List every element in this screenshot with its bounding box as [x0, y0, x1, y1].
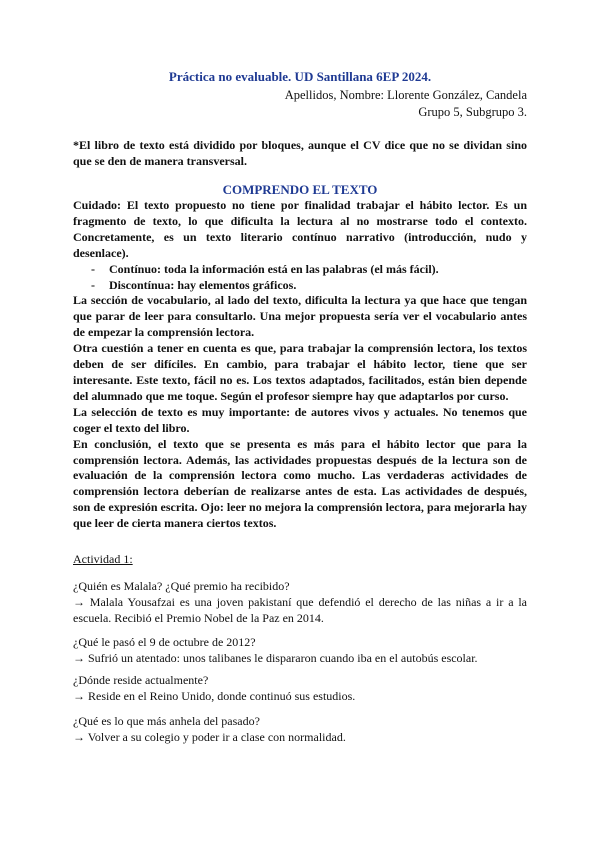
question: ¿Quién es Malala? ¿Qué premio ha recibido?: [73, 579, 290, 593]
paragraph-conclusion: En conclusión, el texto que se presenta es más para el hábito lector que para la comprensión lectora. Además, las actividades propuestas después de la lectura son de evaluación de la comprensión lectora como mucho. Las verdaderas actividades de comprensión lectora deberían de realizarse antes de esta. Las actividades de después, son de expresión escrita. Ojo: leer no mejora la comprensión lectora, para mejorarla hay que leer de cierta manera ciertos textos.: [73, 436, 527, 531]
activity-title: Actividad 1:: [73, 552, 133, 566]
bullet-marker: -: [91, 261, 95, 276]
answer: → Malala Yousafzai es una joven pakistaní que defendió el derecho de las niñas a ir a la escuela. Recibió el Premio Nobel de la Paz en 2014.: [73, 595, 527, 625]
answer: → Volver a su colegio y poder ir a clase con normalidad.: [73, 730, 346, 744]
qa-item: [73, 713, 527, 745]
list-item: [73, 262, 527, 278]
list-item: [73, 278, 527, 294]
list-item-text: Contínuo: toda la información está en las palabras (el más fácil).: [109, 261, 439, 276]
paragraph-intro: Cuidado: El texto propuesto no tiene por finalidad trabajar el hábito lector. Es un fragmento de texto, lo que dificulta la lectura al no mostrarse todo el contexto. Concretamente, es un texto literario contínuo narrativo (introducción, nudo y desenlace).: [73, 198, 527, 260]
paragraph-difficulty: Otra cuestión a tener en cuenta es que, para trabajar la comprensión lectora, los textos deben de ser difíciles. En cambio, para trabajar el hábito lector, tiene que ser interesante. Este texto, fácil no es. Los textos adaptados, facilitados, están bien depende del alumnado que me toque. Según el profesor siempre hay que adaptarlos por curso.: [73, 341, 527, 403]
list-item-text: Discontínua: hay elementos gráficos.: [109, 277, 297, 292]
question: ¿Dónde reside actualmente?: [73, 673, 209, 687]
section-heading: COMPRENDO EL TEXTO: [222, 182, 378, 197]
answer: → Sufrió un atentado: unos talibanes le dispararon cuando iba en el autobús escolar.: [73, 651, 478, 665]
bullet-marker: -: [91, 277, 95, 292]
question: ¿Qué le pasó el 9 de octubre de 2012?: [73, 635, 256, 649]
answer: → Reside en el Reino Unido, donde continuó sus estudios.: [73, 689, 356, 703]
student-name: Apellidos, Nombre: Llorente González, Candela: [284, 88, 527, 102]
question: ¿Qué es lo que más anhela del pasado?: [73, 714, 260, 728]
paragraph-vocabulary: La sección de vocabulario, al lado del texto, dificulta la lectura ya que hace que tengan que parar de leer para consultarlo. Una mejor propuesta sería ver el vocabulario antes de empezar la comprensión lectora.: [73, 293, 527, 340]
textbook-note: *El libro de texto está dividido por bloques, aunque el CV dice que no se dividan sino que se den de manera transversal.: [73, 138, 527, 168]
section-body: [73, 198, 527, 532]
document-title: Práctica no evaluable. UD Santillana 6EP 2024.: [168, 69, 432, 84]
qa-item: [73, 634, 527, 666]
paragraph-selection: La selección de texto es muy importante: de autores vivos y actuales. No tenemos que coger el texto del libro.: [73, 404, 527, 435]
qa-item: [73, 672, 527, 704]
text-type-list: [73, 262, 527, 294]
qa-item: [73, 578, 527, 626]
student-group: Grupo 5, Subgrupo 3.: [418, 105, 527, 119]
